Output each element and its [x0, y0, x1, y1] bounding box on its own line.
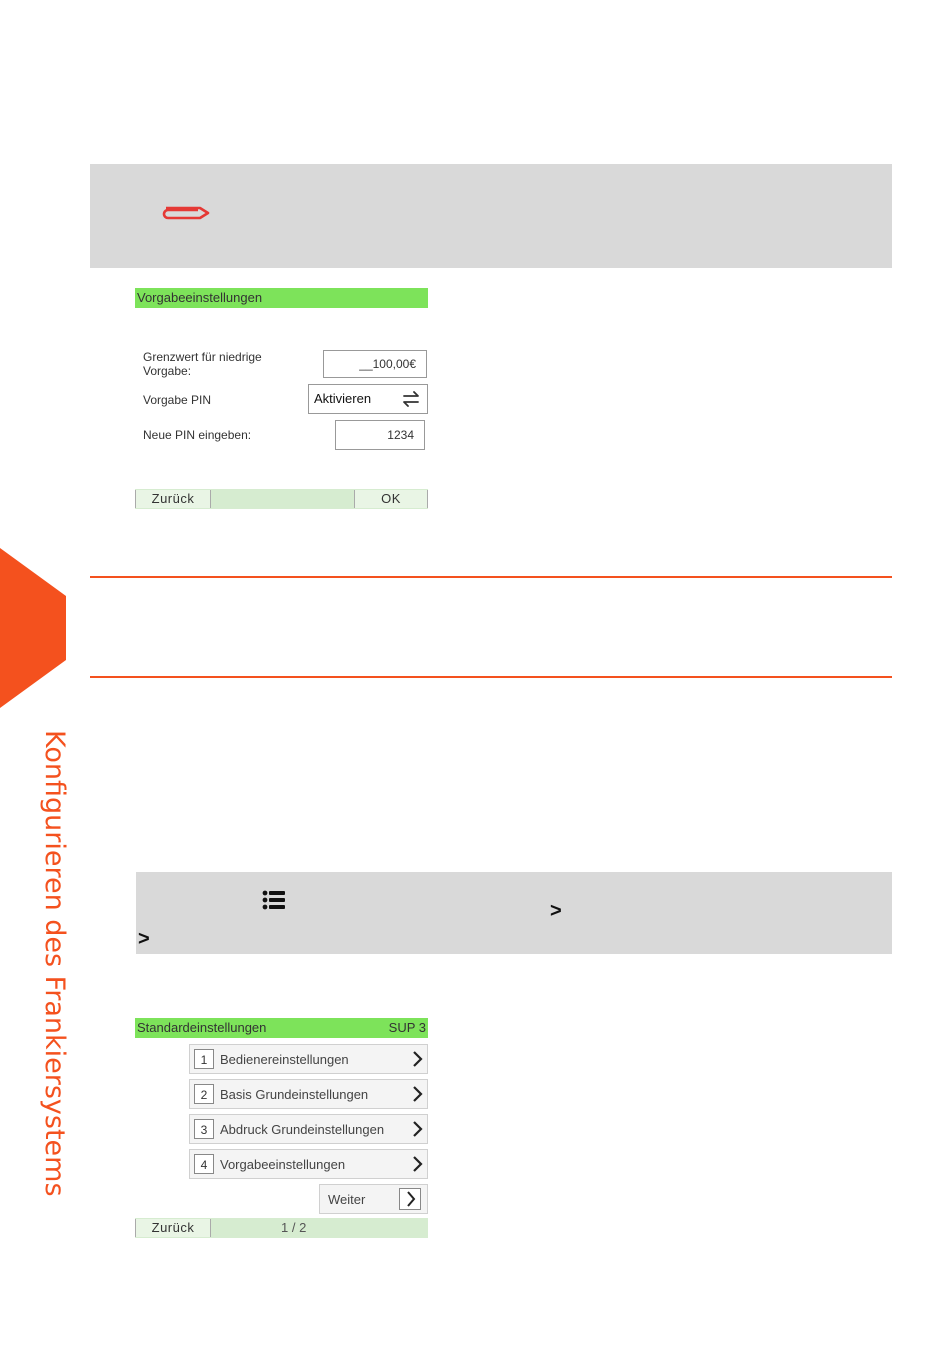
screen-footer: [135, 1218, 428, 1238]
chevron-right-icon: [411, 1120, 423, 1138]
path-separator: >: [138, 928, 150, 950]
list-menu-icon: [262, 890, 286, 910]
menu-item-label: Bedienereinstellungen: [220, 1052, 349, 1067]
chevron-right-icon: [411, 1050, 423, 1068]
warning-rule-top: [90, 576, 892, 578]
screen-title-text: Standardeinstellungen: [137, 1020, 267, 1035]
pin-toggle[interactable]: [308, 384, 428, 414]
new-pin-field[interactable]: 1234: [335, 420, 425, 450]
back-button[interactable]: Zurück: [135, 490, 211, 508]
menu-item-label: Abdruck Grundeinstellungen: [220, 1122, 385, 1137]
pin-label: Vorgabe PIN: [143, 393, 212, 407]
menu-item-basic-settings[interactable]: [189, 1079, 428, 1109]
next-label: Weiter: [328, 1192, 366, 1207]
chevron-right-icon: [411, 1085, 423, 1103]
chevron-right-icon: [405, 1191, 417, 1207]
ok-button[interactable]: OK: [354, 490, 428, 508]
screen-code: SUP 3: [388, 1020, 426, 1035]
menu-item-label: Basis Grundeinstellungen: [220, 1087, 369, 1102]
default-settings-screen: [135, 1018, 428, 1238]
menu-item-label: Vorgabeeinstellungen: [220, 1157, 346, 1172]
chevron-right-icon: [411, 1155, 423, 1173]
note-box: [90, 164, 892, 268]
screen-footer: [135, 489, 428, 509]
menu-item-imprint-settings[interactable]: [189, 1114, 428, 1144]
menu-item-default-settings[interactable]: [189, 1149, 428, 1179]
back-button[interactable]: Zurück: [135, 1219, 211, 1237]
threshold-field[interactable]: __100,00€: [323, 350, 427, 378]
warning-rule-bottom: [90, 676, 892, 678]
next-arrow-box: [399, 1188, 421, 1210]
pin-toggle-label: Aktivieren: [314, 391, 372, 406]
path-separator: >: [550, 900, 562, 922]
menu-item-number: 3: [194, 1119, 214, 1139]
chapter-tab: [0, 548, 66, 708]
menu-item-number: 2: [194, 1084, 214, 1104]
swap-icon: [400, 391, 422, 407]
new-pin-label: Neue PIN eingeben:: [143, 428, 252, 442]
clip-icon: [162, 200, 214, 226]
screen-title: [135, 1018, 428, 1038]
threshold-label: Grenzwert für niedrige Vorgabe:: [143, 350, 262, 378]
chapter-title: Konfigurieren des Frankiersystems: [39, 730, 70, 1197]
menu-item-number: 4: [194, 1154, 214, 1174]
menu-item-number: 1: [194, 1049, 214, 1069]
next-button[interactable]: [319, 1184, 428, 1214]
screen-title: Vorgabeeinstellungen: [135, 288, 428, 308]
pin-settings-screen: [135, 288, 428, 509]
page-indicator: 1 / 2: [281, 1220, 307, 1235]
menu-path-box: [136, 872, 892, 954]
menu-item-operator-settings[interactable]: [189, 1044, 428, 1074]
